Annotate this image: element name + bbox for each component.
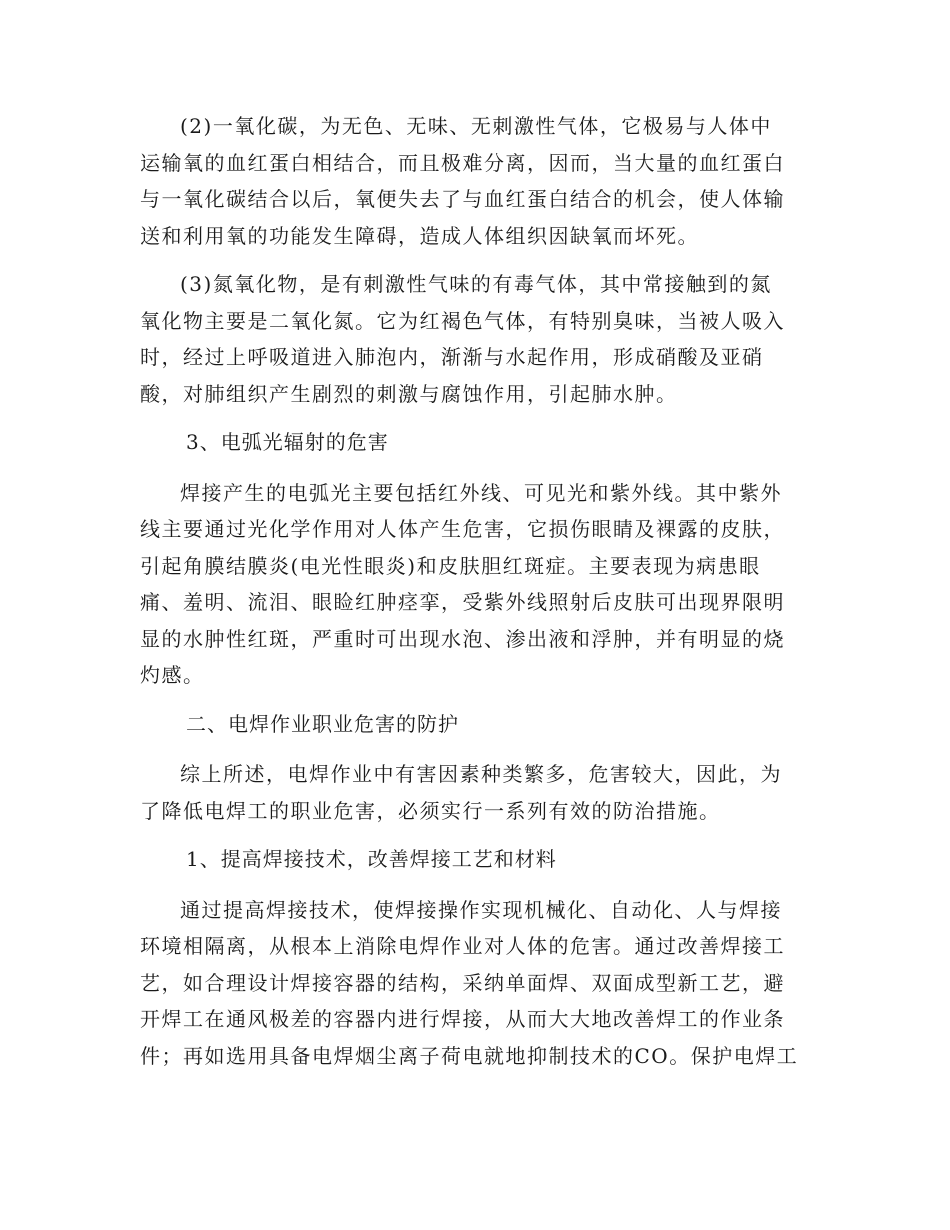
text-line: 了降低电焊工的职业危害，必须实行一系列有效的防治措施。 bbox=[140, 798, 721, 823]
text-line: 艺，如合理设计焊接容器的结构，采纳单面焊、双面成型新工艺，避 bbox=[140, 970, 785, 995]
paragraph-nitrogen-oxides bbox=[140, 266, 810, 412]
text-line: 灼感。 bbox=[140, 663, 205, 687]
text-line: (2)一氧化碳，为无色、无味、无刺激性气体，它极易与人体中 bbox=[180, 114, 772, 138]
text-line: 与一氧化碳结合以后，氧便失去了与血红蛋白结合的机会，使人体输 bbox=[140, 187, 785, 211]
text-line: 运输氧的血红蛋白相结合，而且极难分离，因而，当大量的血红蛋白 bbox=[140, 150, 785, 175]
text-line: 酸，对肺组织产生剧烈的刺激与腐蚀作用，引起肺水肿。 bbox=[140, 381, 678, 406]
document-page bbox=[140, 108, 810, 1086]
text-line: 通过提高焊接技术，使焊接操作实现机械化、自动化、人与焊接 bbox=[180, 897, 782, 922]
section-heading-protection: 二、电焊作业职业危害的防护 bbox=[186, 711, 459, 736]
paragraph-carbon-monoxide bbox=[140, 108, 810, 254]
section-heading-welding-tech: 1、提高焊接技术，改善焊接工艺和材料 bbox=[186, 847, 557, 871]
text-line: 时，经过上呼吸道进入肺泡内，渐渐与水起作用，形成硝酸及亚硝 bbox=[140, 345, 764, 369]
text-line: 件；再如选用具备电焊烟尘离子荷电就地抑制技术的CO。保护电焊工 bbox=[140, 1043, 799, 1068]
text-line: 送和利用氧的功能发生障碍，造成人体组织因缺氧而坏死。 bbox=[140, 223, 699, 248]
text-line: 氧化物主要是二氧化氮。它为红褐色气体，有特别臭味，当被人吸入 bbox=[140, 308, 785, 333]
text-line: 线主要通过光化学作用对人体产生危害，它损伤眼睛及裸露的皮肤， bbox=[140, 517, 785, 541]
text-line: (3)氮氧化物，是有刺激性气味的有毒气体，其中常接触到的氮 bbox=[180, 272, 772, 296]
text-line: 开焊工在通风极差的容器内进行焊接，从而大大地改善焊工的作业条 bbox=[140, 1007, 785, 1031]
text-line: 焊接产生的电弧光主要包括红外线、可见光和紫外线。其中紫外 bbox=[180, 480, 782, 505]
text-line: 综上所述，电焊作业中有害因素种类繁多，危害较大，因此，为 bbox=[180, 762, 782, 786]
text-line: 痛、羞明、流泪、眼睑红肿痉挛，受紫外线照射后皮肤可出现界限明 bbox=[140, 590, 785, 614]
section-heading-arc-light: 3、电弧光辐射的危害 bbox=[186, 430, 389, 454]
text-line: 环境相隔离，从根本上消除电焊作业对人体的危害。通过改善焊接工 bbox=[140, 934, 785, 958]
paragraph-welding-tech bbox=[140, 892, 810, 1075]
text-line: 引起角膜结膜炎(电光性眼炎)和皮肤胆红斑症。主要表现为病患眼 bbox=[140, 553, 761, 578]
paragraph-summary bbox=[140, 756, 810, 829]
text-line: 显的水肿性红斑，严重时可出现水泡、渗出液和浮肿，并有明显的烧 bbox=[140, 626, 785, 651]
paragraph-arc-radiation bbox=[140, 475, 810, 694]
